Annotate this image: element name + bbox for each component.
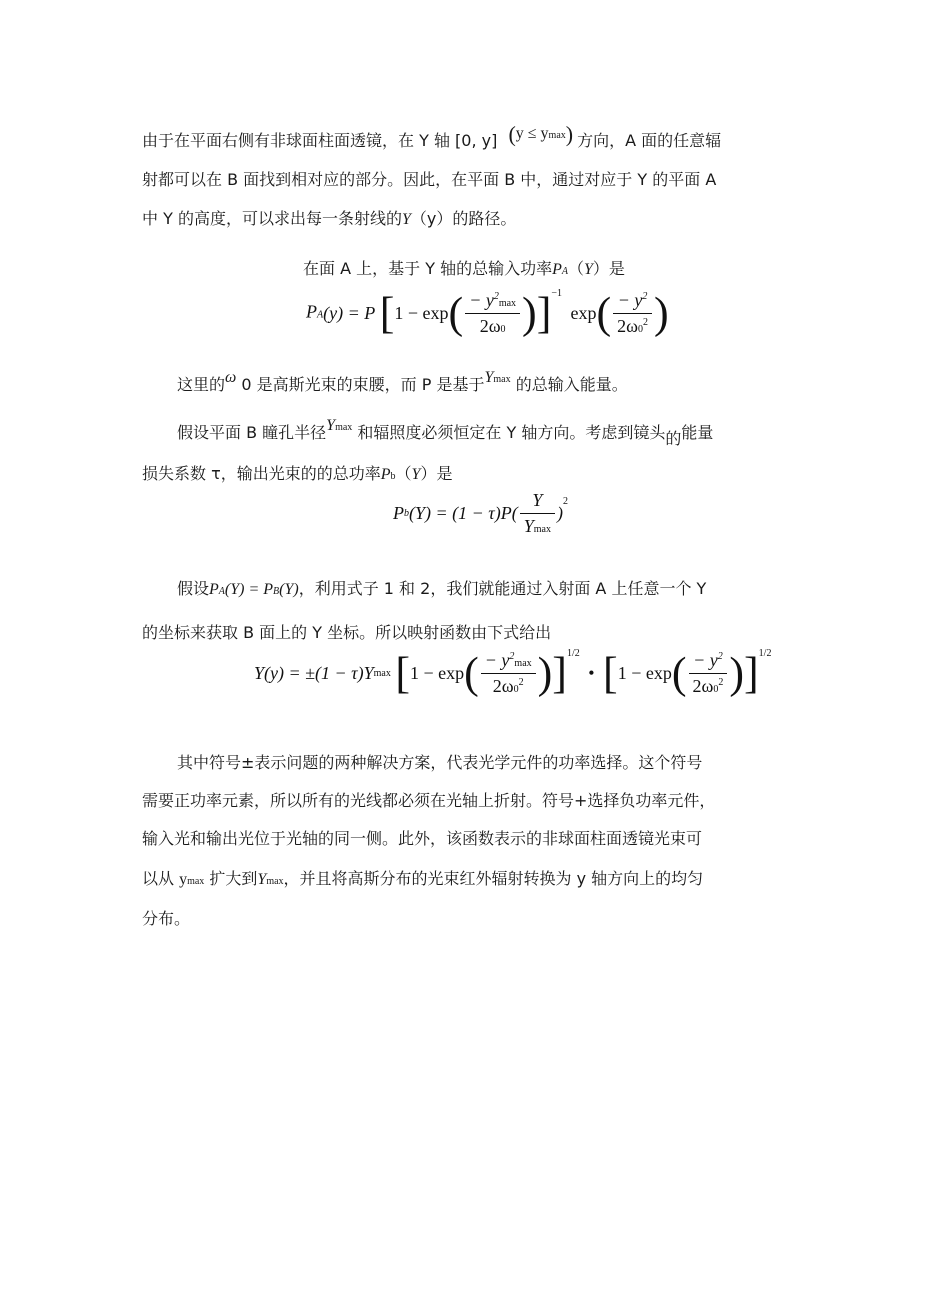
- equation-2: Pb(Y) = (1 − τ)P( $\frac{Y}{Ymax}$ )$^2$: [393, 490, 568, 536]
- equation-1: PA(y) = P [1 − exp( $\frac{- y^2\max}{2\omega 0}$ )]$^{-1}$ exp( $\frac{- y^2}{2\omega 0^2}$ ): [306, 287, 669, 338]
- p6-line4: 以从 ymax 扩大到Ymax，并且将高斯分布的光束红外辐射转换为 y 轴方向上的均匀: [142, 869, 704, 888]
- eq1-fraction-2: $\frac{- y^2}{2\omega 0^2}$: [613, 290, 652, 337]
- p4-line2: 损失系数 τ，输出光束的的总功率Pb（Y）是: [142, 464, 453, 483]
- p5-line2: 的坐标来获取 B 面上的 Y 坐标。所以映射函数由下式给出: [142, 623, 552, 642]
- p1-line1: [142, 121, 722, 153]
- equation-3: Y(y) = ±(1 − τ)Ymax [1 − exp( $\frac{- y^2\max}{2\omega 0^2}$ )]$^{1/2}$ • [1 − exp( $\frac{- y^2}{2\omega 0^2}$ )]$^{1/2}$: [254, 647, 772, 698]
- p1-line1-text-a: 由于在平面右侧有非球面柱面透镜，在 Y 轴 [0, y]: [142, 131, 498, 150]
- p5-line1: 假设PA(Y) = PB(Y)，利用式子 1 和 2，我们就能通过入射面 A 上任意一个 Y: [177, 579, 707, 598]
- p3-line: 这里的ω 0 是高斯光束的束腰，而 P 是基于$Y^{max}$ 的总输入能量。: [177, 369, 628, 394]
- eq1-fraction-1: $\frac{- y^2\max}{2\omega 0}$: [465, 290, 520, 337]
- eq3-fraction-2: $\frac{- y^2}{2\omega 0^2}$: [689, 650, 728, 697]
- p1-line1-text-b: 方向，A 面的任意辐: [577, 131, 722, 150]
- p2-line: 在面 A 上，基于 Y 轴的总输入功率PA（Y）是: [303, 259, 625, 278]
- p1-line2: 射都可以在 B 面找到相对应的部分。因此，在平面 B 中，通过对应于 Y 的平面 A: [142, 170, 717, 189]
- eq2-fraction: $\frac{Y}{Ymax}$: [520, 490, 555, 537]
- p6-line2: 需要正功率元素，所以所有的光线都必须在光轴上折射。符号+选择负功率元件，: [142, 791, 716, 810]
- p1-condition: (y ≤ ymax): [508, 121, 574, 147]
- p6-line3: 输入光和输出光位于光轴的同一侧。此外，该函数表示的非球面柱面透镜光束可: [142, 829, 703, 848]
- p1-line3: 中 Y 的高度，可以求出每一条射线的Y（y）的路径。: [142, 209, 517, 228]
- p4-line1: 假设平面 B 瞳孔半径$Y^{max}$ 和辐照度必须恒定在 Y 轴方向。考虑到镜头的能量: [177, 417, 714, 448]
- p6-line5: 分布。: [142, 909, 191, 928]
- p6-line1: 其中符号±表示问题的两种解决方案，代表光学元件的功率选择。这个符号: [177, 753, 703, 772]
- eq3-fraction-1: $\frac{- y^2\max}{2\omega 0^2}$: [481, 650, 536, 697]
